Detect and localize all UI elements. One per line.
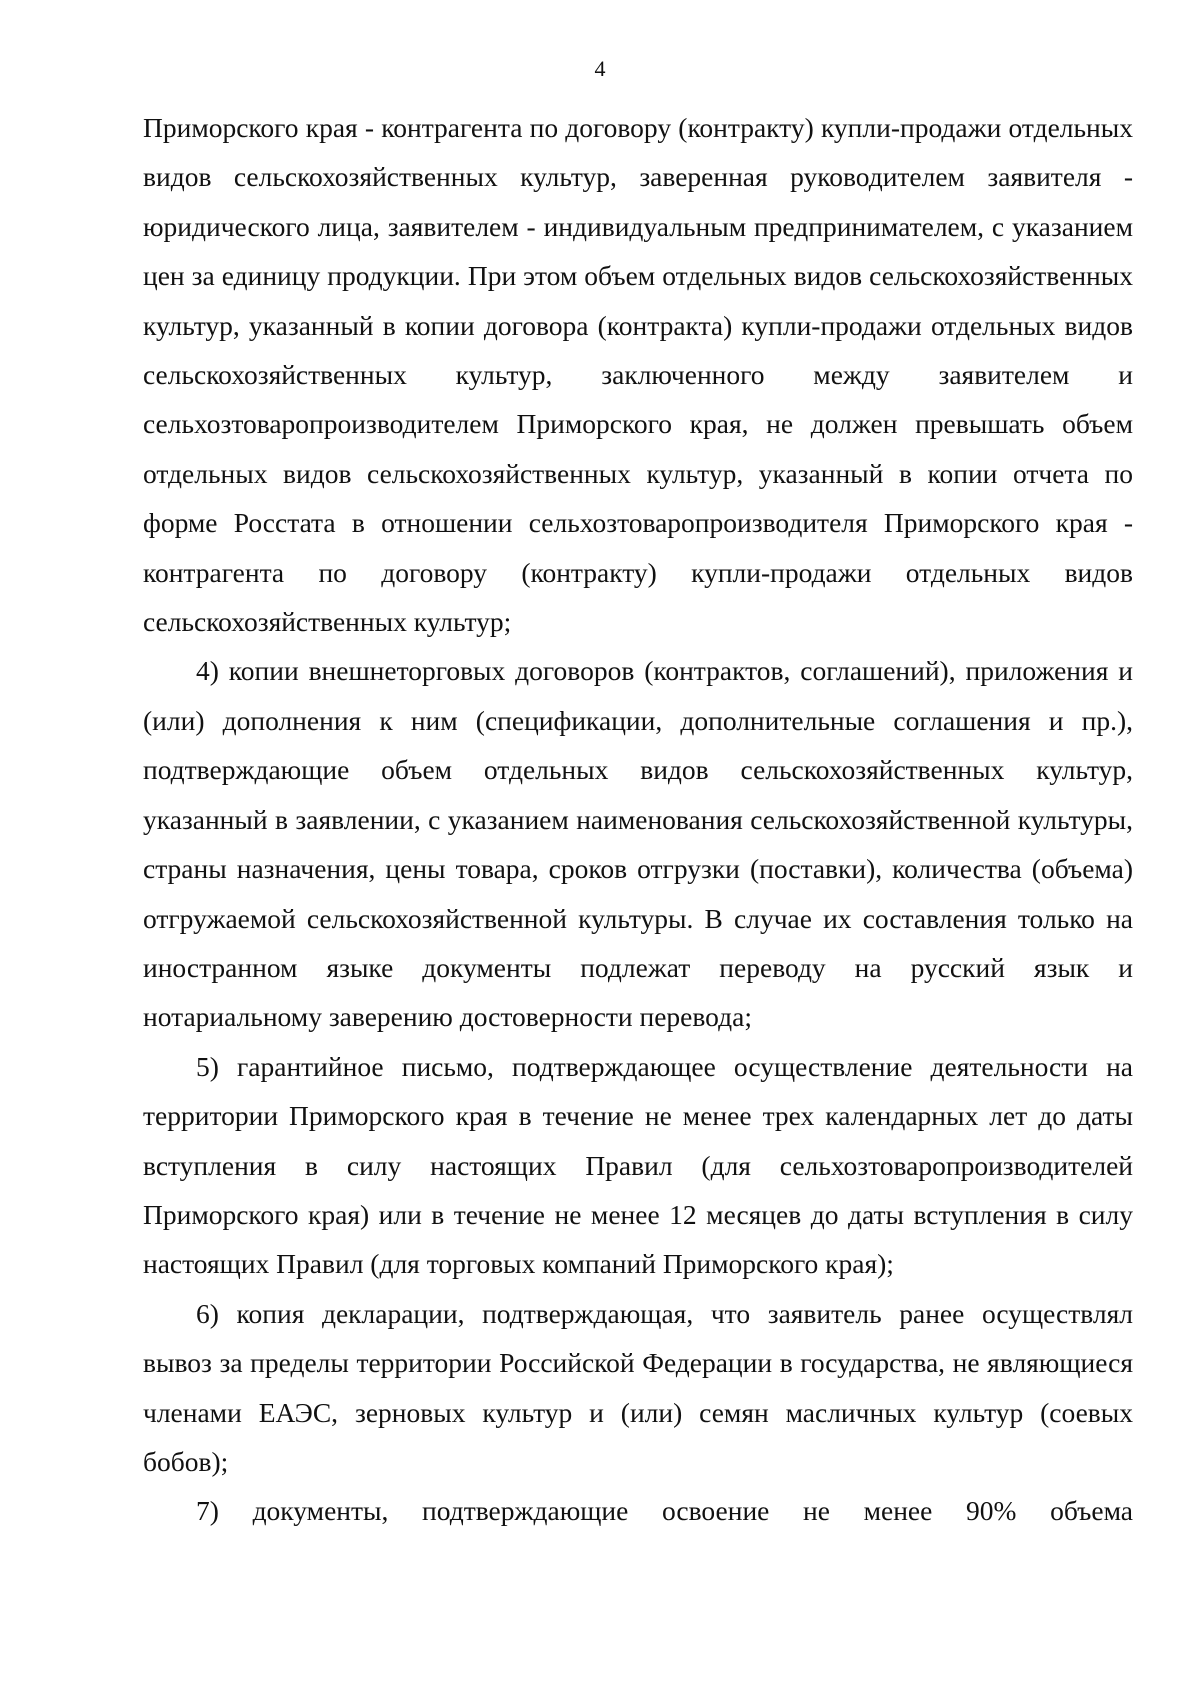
paragraph-item-4: 4) копии внешнеторговых договоров (контрактов, соглашений), приложения и (или) дополнения к ним (спецификации, дополнительные соглашения и пр.), подтверждающие объем отдельных видов сельскохозяйственных культур, указанный в заявлении, с указанием наименования сельскохозяйственной культуры, страны назначения, цены товара, сроков отгрузки (поставки), количества (объема) отгружаемой сельскохозяйственной культуры. В случае их составления только на иностранном языке документы подлежат переводу на русский язык и нотариальному заверению достоверности перевода; xyxy=(143,655,1133,1033)
paragraph-item-5: 5) гарантийное письмо, подтверждающее осуществление деятельности на территории Приморского края в течение не менее трех календарных лет до даты вступления в силу настоящих Правил (для сельхозтоваропроизводителей Приморского края) или в течение не менее 12 месяцев до даты вступления в силу настоящих Правил (для торговых компаний Приморского края); xyxy=(143,1050,1133,1280)
document-body xyxy=(143,103,1133,1536)
paragraph-continuation: Приморского края - контрагента по договору (контракту) купли-продажи отдельных видов сельскохозяйственных культур, заверенная руководителем заявителя - юридического лица, заявителем - индивидуальным предпринимателем, с указанием цен за единицу продукции. При этом объем отдельных видов сельскохозяйственных культур, указанный в копии договора (контракта) купли-продажи отдельных видов сельскохозяйственных культур, заключенного между заявителем и сельхозтоваропроизводителем Приморского края, не должен превышать объем отдельных видов сельскохозяйственных культур, указанный в копии отчета по форме Росстата в отношении сельхозтоваропроизводителя Приморского края - контрагента по договору (контракту) купли-продажи отдельных видов сельскохозяйственных культур; xyxy=(143,112,1133,638)
paragraph-item-7: 7) документы, подтверждающие освоение не менее 90% объема xyxy=(196,1495,1133,1527)
paragraph-item-6: 6) копия декларации, подтверждающая, что заявитель ранее осуществлял вывоз за пределы территории Российской Федерации в государства, не являющиеся членами ЕАЭС, зерновых культур и (или) семян масличных культур (соевых бобов); xyxy=(143,1297,1133,1477)
page-number: 4 xyxy=(594,56,606,81)
